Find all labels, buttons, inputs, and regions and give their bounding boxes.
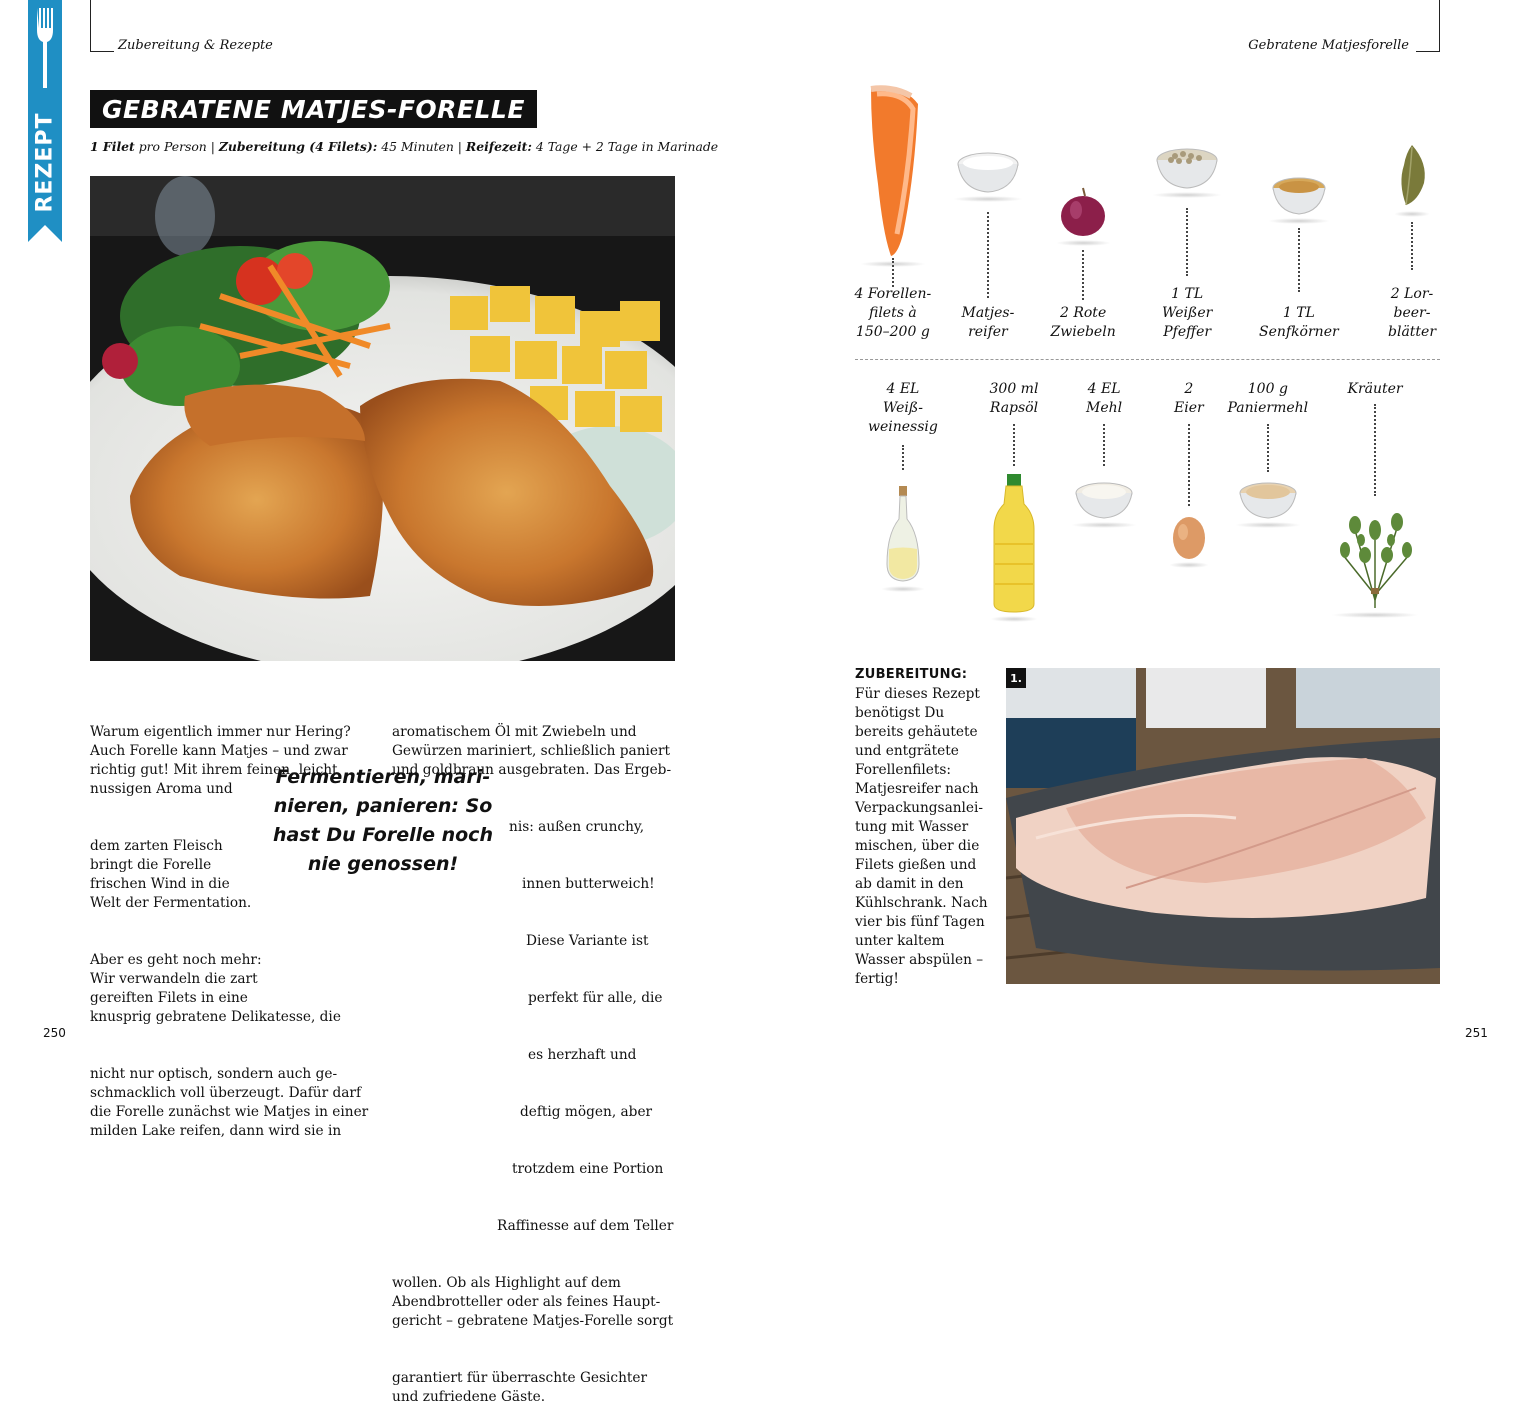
ingredient-top-label: 1 TL Senfkörner xyxy=(1259,305,1339,340)
ingredient-bottom-label: Kräuter xyxy=(1347,381,1403,397)
red-onion-icon xyxy=(1058,186,1108,242)
prep-line: fertig! xyxy=(855,971,899,987)
oil-bottle-icon xyxy=(992,474,1036,618)
recipe-meta: 1 Filet pro Person | Zubereitung (4 Filets): 45 Minuten | Reifezeit: 4 Tage + 2 Tage in Marinade xyxy=(90,139,719,154)
ingredient-leader-line xyxy=(902,445,904,470)
ingredient-leader-line xyxy=(1267,424,1269,472)
bay-leaf-icon xyxy=(1396,143,1428,213)
prep-line: Wasser abspülen – xyxy=(855,952,984,968)
ingredient-bottom-label: 100 g Paniermehl xyxy=(1227,381,1309,416)
prep-line: Verpackungsanlei- xyxy=(855,800,984,816)
trout-fillet-icon xyxy=(863,84,923,263)
dish-photo xyxy=(90,176,675,661)
ingredient-top-label: 2 Lor- beer- blätter xyxy=(1388,286,1437,340)
egg-icon xyxy=(1171,512,1207,564)
ingredient-shadow xyxy=(881,586,925,592)
fork-icon xyxy=(35,8,55,88)
ingredient-bottom-label: 4 EL Weiß- weinessig xyxy=(868,381,938,435)
salt-bowl-icon xyxy=(956,150,1020,198)
page-number-left: 250 xyxy=(43,1026,66,1040)
body-column-right: aromatischem Öl mit Zwiebeln und Gewürzen mariniert, schließlich paniert und goldbraun ausgebraten. Das Ergeb- nis: außen crunchy, innen butterweich! Diese Variante ist perfekt für alle, die es herzhaft und deftig mögen, aber trotzdem eine Portion Raffinesse auf dem Teller wollen. Ob als Highlight auf dem Abendbrotteller oder als feines Haupt- gericht – gebratene Matjes-Forelle sorgt garantiert für überraschte Gesichter und zufriedene Gäste. xyxy=(392,724,674,1405)
ingredient-leader-line xyxy=(1103,424,1105,466)
step-number-badge: 1. xyxy=(1006,668,1026,688)
breadcrumb-bowl-icon xyxy=(1238,480,1298,524)
ingredient-leader-line xyxy=(987,212,989,298)
ingredient-top-label: 1 TL Weißer Pfeffer xyxy=(1162,286,1213,340)
page-number-right: 251 xyxy=(1465,1026,1488,1040)
prep-line: tung mit Wasser xyxy=(855,819,969,835)
ingredient-leader-line xyxy=(1411,222,1413,270)
prep-line: benötigst Du xyxy=(855,705,945,721)
ingredient-bottom-label: 4 EL Mehl xyxy=(1086,381,1123,416)
ingredient-leader-line xyxy=(892,258,894,287)
ingredients-separator xyxy=(855,359,1440,360)
ingredient-leader-line xyxy=(1298,228,1300,292)
ingredient-leader-line xyxy=(1082,250,1084,300)
peppercorn-bowl-icon xyxy=(1155,146,1219,194)
prep-heading: ZUBEREITUNG: xyxy=(855,667,968,682)
prep-line: ab damit in den xyxy=(855,876,964,892)
ingredient-bottom-label: 300 ml Rapsöl xyxy=(989,381,1039,416)
ingredient-shadow xyxy=(1394,211,1429,217)
running-header-right: Gebratene Matjesforelle xyxy=(1248,38,1409,53)
ingredient-shadow xyxy=(990,616,1038,622)
ingredient-shadow xyxy=(1235,522,1301,528)
ingredient-leader-line xyxy=(1374,404,1376,496)
ingredient-shadow xyxy=(1056,240,1111,246)
ingredient-shadow xyxy=(1071,522,1137,528)
ingredient-leader-line xyxy=(1013,424,1015,466)
ribbon-label: REZEPT xyxy=(32,111,58,213)
ingredient-shadow xyxy=(1152,192,1222,198)
prep-line: mischen, über die xyxy=(855,838,980,854)
ingredient-leader-line xyxy=(1188,424,1190,506)
ingredient-bottom-label: 2 Eier xyxy=(1174,381,1204,416)
ingredient-leader-line xyxy=(1186,208,1188,276)
running-header-left: Zubereitung & Rezepte xyxy=(118,38,273,53)
prep-line: unter kaltem xyxy=(855,933,945,949)
prep-line: Für dieses Rezept xyxy=(855,686,980,702)
ingredient-top-label: Matjes- reifer xyxy=(961,305,1015,340)
prep-line: Matjesreifer nach xyxy=(855,781,979,797)
prep-line: Forellenfilets: xyxy=(855,762,952,778)
vinegar-bottle-icon xyxy=(883,484,923,588)
prep-line: Filets gießen und xyxy=(855,857,977,873)
ingredient-top-label: 4 Forellen- filets à 150–200 g xyxy=(854,286,932,340)
pull-quote: Fermentieren, mari- nieren, panieren: So hast Du Forelle noch nie genossen! xyxy=(273,766,493,875)
step-photo xyxy=(1006,668,1440,984)
flour-bowl-icon xyxy=(1074,480,1134,524)
header-corner-left xyxy=(90,0,114,52)
prep-line: Kühlschrank. Nach xyxy=(855,895,988,911)
ingredient-shadow xyxy=(953,196,1023,202)
mustard-seed-bowl-icon xyxy=(1271,176,1327,220)
prep-text xyxy=(855,685,988,989)
prep-line: bereits gehäutete xyxy=(855,724,978,740)
ingredient-shadow xyxy=(1169,562,1209,568)
ingredient-shadow xyxy=(1268,218,1330,224)
herbs-icon xyxy=(1335,500,1415,614)
ingredient-top-label: 2 Rote Zwiebeln xyxy=(1050,305,1116,340)
recipe-title: GEBRATENE MATJES-FORELLE xyxy=(90,90,537,128)
body-column-left: Warum eigentlich immer nur Hering? Auch Forelle kann Matjes – und zwar richtig gut! Mit ihrem feinen, leicht nussigen Aroma und dem zarten Fleisch bringt die Forelle frischen Wind in die Welt der Fermentation. Aber es geht noch mehr: Wir verwandeln die zart gereiften Filets in eine knusprig gebratene Delikatesse, die nicht nur optisch, sondern auch ge- schmacklich voll überzeugt. Dafür darf die Forelle zunächst wie Matjes in einer milden Lake reifen, dann wird sie in xyxy=(90,724,369,1139)
prep-line: und entgrätete xyxy=(855,743,959,759)
prep-line: vier bis fünf Tagen xyxy=(855,914,985,930)
header-corner-right xyxy=(1416,0,1440,52)
ingredient-shadow xyxy=(1331,612,1419,618)
